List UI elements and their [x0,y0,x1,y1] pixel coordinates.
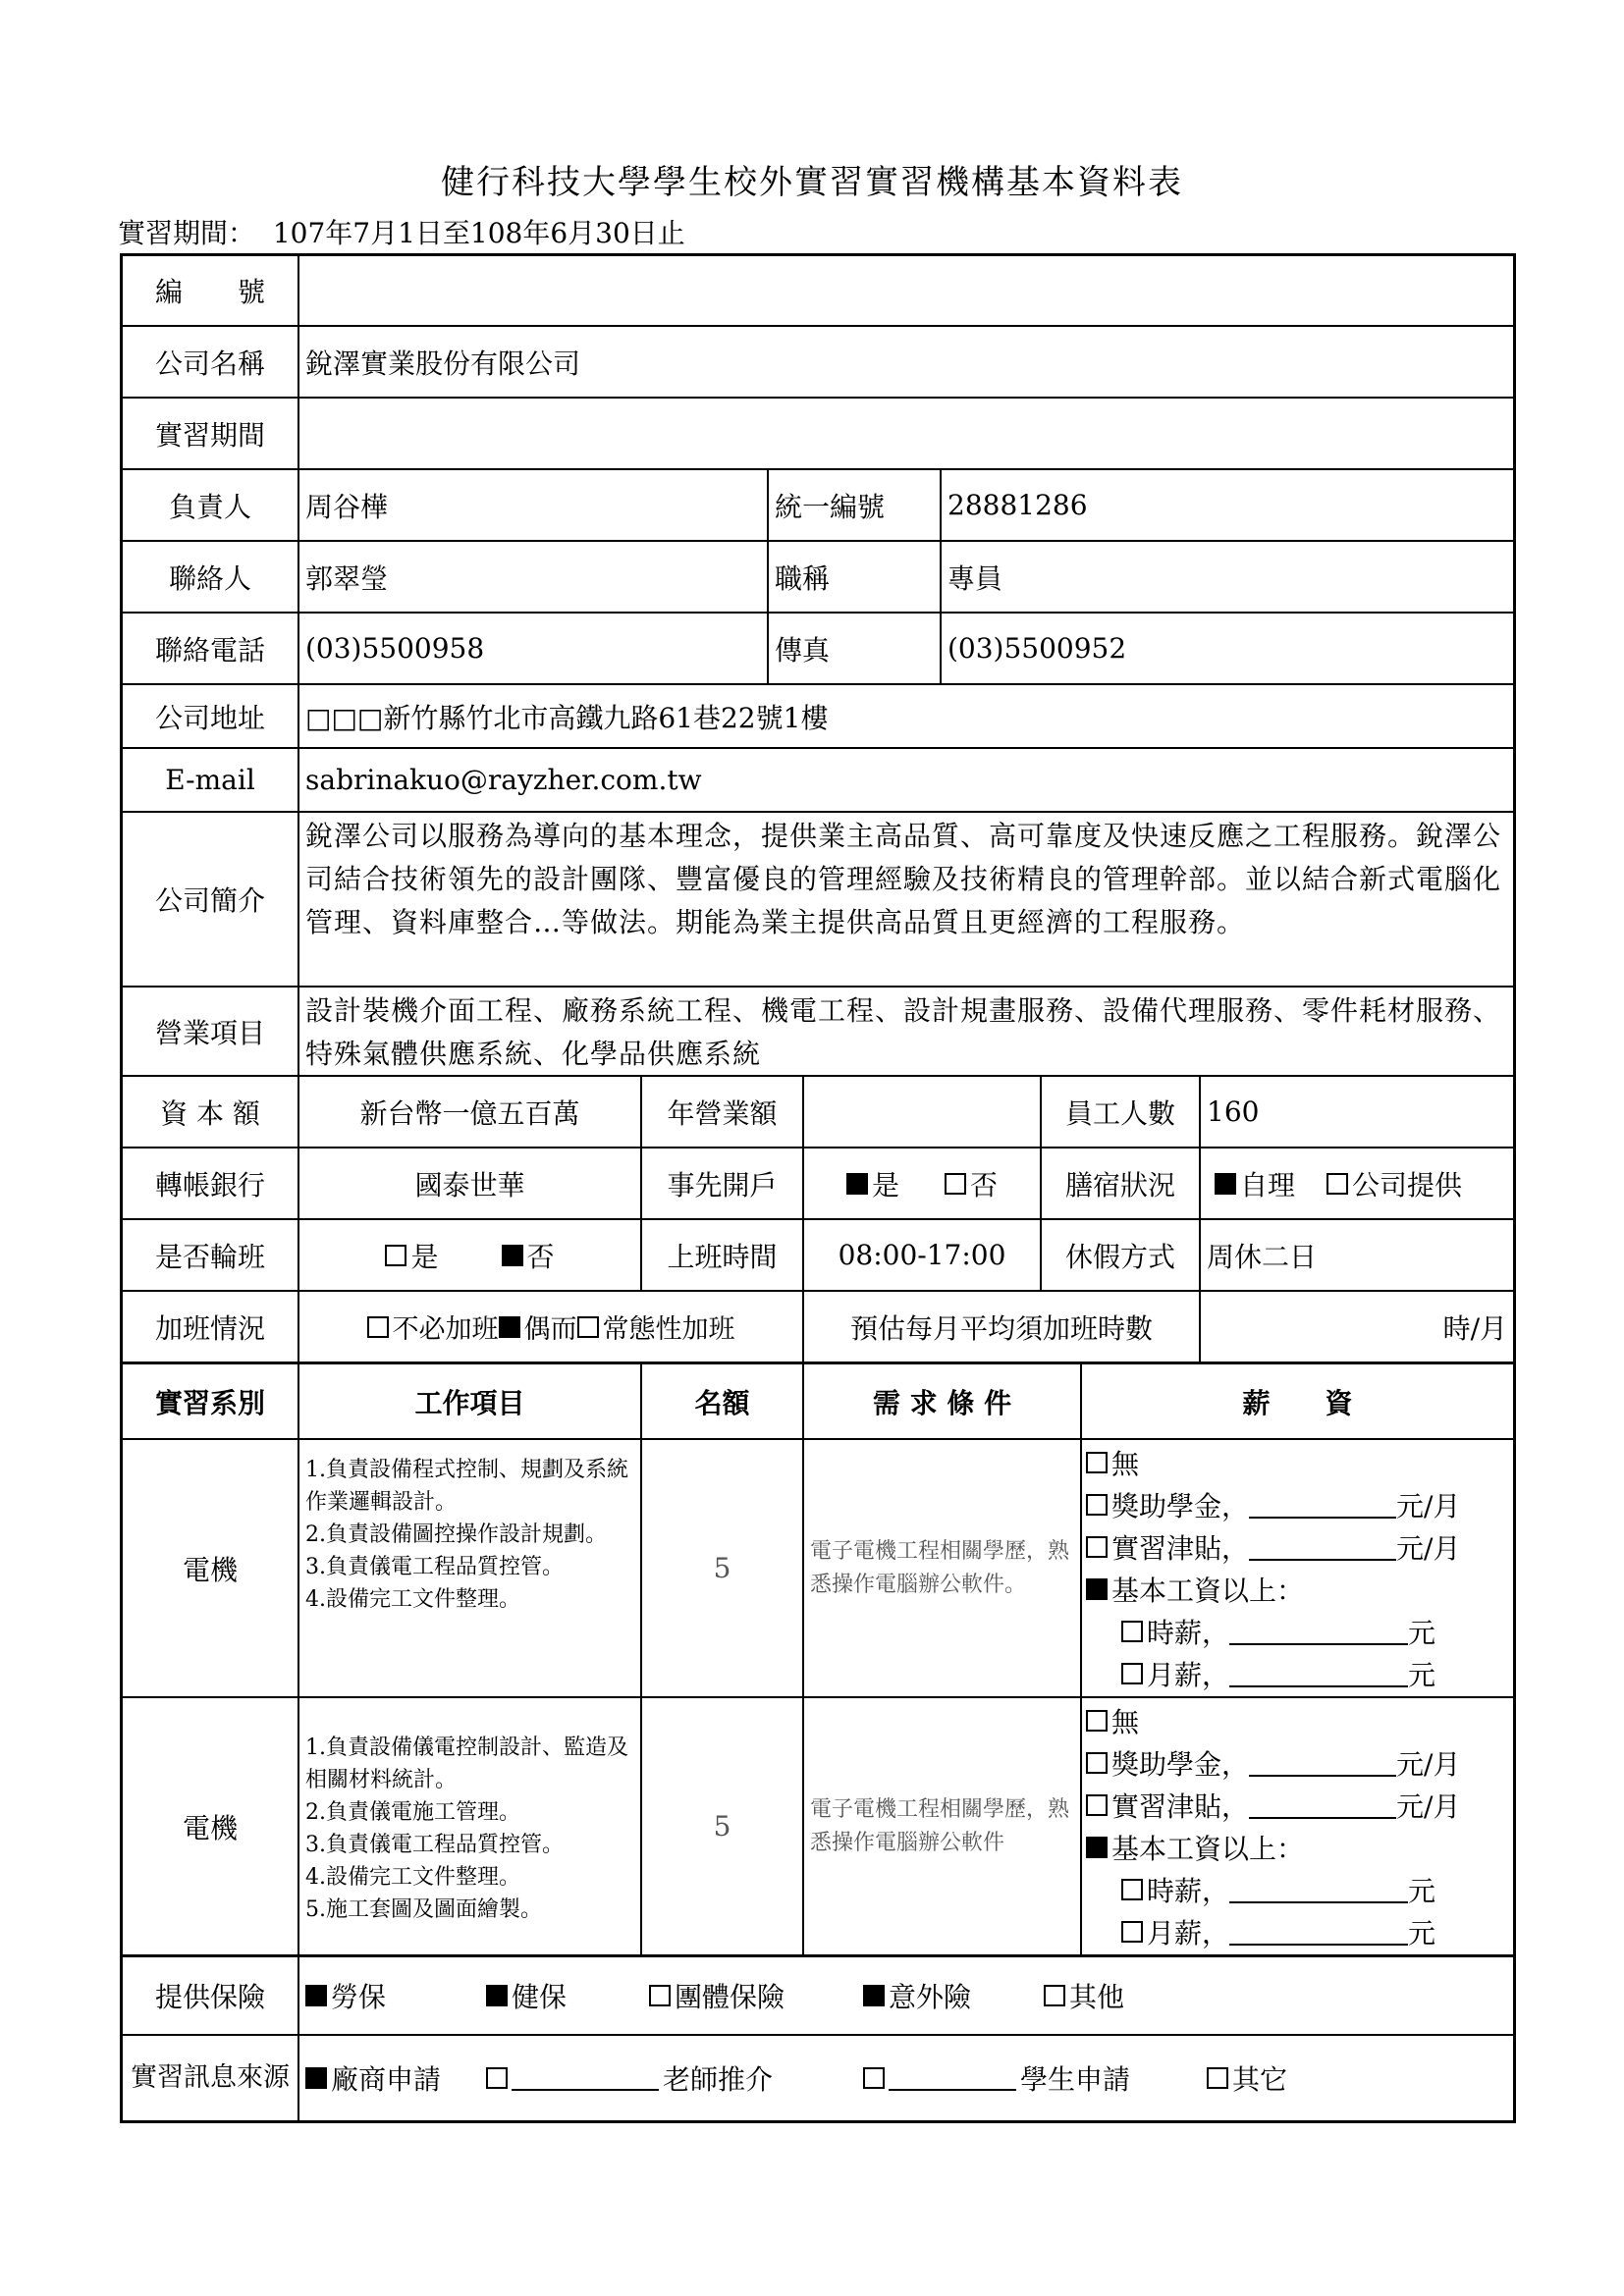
fax-value[interactable]: (03)5500952 [940,614,1513,683]
owner-value[interactable]: 周谷樺 [298,470,767,540]
source-options [298,2036,1513,2120]
company-value[interactable]: 銳澤實業股份有限公司 [298,327,1513,397]
capital-label: 資 本 額 [160,1096,260,1130]
phone-label: 聯絡電話 [154,633,265,667]
period-label: 實習期間： [118,217,256,249]
checkbox-empty-icon [1121,1621,1143,1642]
row-intern-period [123,397,1513,468]
head-quota: 名額 [640,1364,802,1438]
lodging-label: 膳宿狀況 [1040,1148,1199,1218]
shift-options [298,1220,640,1290]
worktime-label: 上班時間 [640,1220,802,1290]
ins-group[interactable]: 團體保險 [649,1976,863,2015]
form-title: 健行科技大學學生校外實習實習機構基本資料表 [441,163,1183,202]
checkbox-empty-icon [1086,1710,1108,1732]
head-salary: 薪 資 [1080,1364,1513,1438]
revenue-label: 年營業額 [640,1077,802,1147]
salary-none[interactable]: 無 [1086,1442,1509,1484]
position-work: 1.負責設備儀電控制設計、監造及相關材料統計。 2.負責儀電施工管理。 3.負責儀電工程品質控管。 4.設備完工文件整理。 5.施工套圖及圖面繪製。 [298,1698,640,1954]
position-row-1 [123,1438,1513,1696]
ins-accident[interactable]: 意外險 [863,1976,1044,2015]
ins-labor[interactable]: 勞保 [305,1976,486,2015]
row-contact [123,540,1513,612]
employees-label: 員工人數 [1040,1077,1199,1147]
salary-scholarship[interactable]: 獎助學金， 元/月 [1086,1742,1509,1785]
address-value[interactable]: □□□新竹縣竹北市高鐵九路61巷22號1樓 [298,685,1513,747]
checkbox-checked-icon [1086,1837,1108,1858]
leave-value[interactable]: 周休二日 [1199,1220,1513,1290]
ot-hours-unit: 時/月 [1442,1311,1507,1345]
src-student[interactable]: 學生申請 [863,2058,1207,2098]
row-phone [123,612,1513,683]
jobtitle-label: 職稱 [767,542,940,612]
checkbox-empty-icon [1207,2067,1228,2089]
position-dept: 電機 [182,1553,238,1586]
row-owner [123,468,1513,540]
ot-sometimes[interactable]: 偶而 [499,1308,577,1346]
bank-value[interactable]: 國泰世華 [298,1148,640,1218]
overtime-options [298,1292,802,1362]
checkbox-checked-icon [863,1985,885,2006]
business-value[interactable]: 設計裝機介面工程、廠務系統工程、機電工程、設計規畫服務、設備代理服務、零件耗材服務、特殊氣體供應系統、化學品供應系統 [298,988,1513,1075]
shift-yes[interactable]: 是 [385,1236,438,1275]
ot-hours-label: 預估每月平均須加班時數 [802,1292,1199,1362]
salary-hourly[interactable]: 時薪， 元 [1086,1869,1509,1911]
fax-label: 傳真 [767,614,940,683]
head-req: 需 求 條 件 [802,1364,1080,1438]
preopen-options [802,1148,1040,1218]
number-label: 編 號 [154,276,265,308]
row-source [123,2034,1513,2120]
src-vendor[interactable]: 廠商申請 [305,2058,486,2098]
jobtitle-value[interactable]: 專員 [940,542,1513,612]
row-business [123,986,1513,1075]
shift-no[interactable]: 否 [502,1236,555,1275]
salary-hourly[interactable]: 時薪， 元 [1086,1611,1509,1653]
email-value[interactable]: sabrinakuo@rayzher.com.tw [298,749,1513,811]
position-req: 電子電機工程相關學歷，熟悉操作電腦辦公軟件。 [802,1440,1080,1696]
checkbox-empty-icon [1044,1985,1065,2006]
row-shift [123,1218,1513,1290]
company-label: 公司名稱 [154,347,265,380]
checkbox-checked-icon [305,1985,327,2006]
checkbox-empty-icon [367,1316,389,1338]
head-dept: 實習系別 [154,1386,265,1419]
lodging-options [1199,1148,1513,1218]
taxid-value[interactable]: 28881286 [940,470,1513,540]
position-salary [1080,1698,1513,1954]
salary-monthly[interactable]: 月薪， 元 [1086,1911,1509,1953]
salary-allowance[interactable]: 實習津貼， 元/月 [1086,1526,1509,1569]
intro-value[interactable]: 銳澤公司以服務為導向的基本理念，提供業主高品質、高可靠度及快速反應之工程服務。銳澤公司結合技術領先的設計團隊、豐富優良的管理經驗及技術精良的管理幹部。並以結合新式電腦化管理、資料庫整合…等做法。期能為業主提供高品質且更經濟的工程服務。 [298,813,1513,986]
position-quota: 5 [640,1440,802,1696]
checkbox-checked-icon [1215,1173,1236,1195]
employees-value[interactable]: 160 [1199,1077,1513,1147]
lodging-company[interactable]: 公司提供 [1326,1164,1462,1203]
checkbox-empty-icon [577,1316,599,1338]
checkbox-empty-icon [1086,1794,1108,1816]
capital-value[interactable]: 新台幣一億五百萬 [298,1077,640,1147]
preopen-label: 事先開戶 [640,1148,802,1218]
worktime-value[interactable]: 08:00-17:00 [802,1220,1040,1290]
taxid-label: 統一編號 [767,470,940,540]
insurance-options [298,1957,1513,2034]
insurance-label: 提供保險 [154,1981,265,2013]
bank-label: 轉帳銀行 [154,1168,265,1201]
salary-monthly[interactable]: 月薪， 元 [1086,1653,1509,1695]
intern-period-label: 實習期間 [154,418,265,452]
src-teacher[interactable]: 老師推介 [486,2058,863,2098]
position-req: 電子電機工程相關學歷，熟悉操作電腦辦公軟件 [802,1698,1080,1954]
ins-other[interactable]: 其他 [1044,1976,1124,2015]
contact-label: 聯絡人 [168,561,251,595]
intro-label: 公司簡介 [154,884,265,917]
source-label: 實習訊息來源 [131,2062,290,2093]
checkbox-checked-icon [499,1316,520,1338]
business-label: 營業項目 [154,1016,265,1049]
ot-hours-value[interactable] [1199,1292,1513,1362]
checkbox-checked-icon [486,1985,508,2006]
salary-scholarship[interactable]: 獎助學金， 元/月 [1086,1484,1509,1526]
checkbox-checked-icon [1086,1578,1108,1600]
position-dept: 電機 [182,1811,238,1844]
checkbox-empty-icon [1086,1452,1108,1473]
info-form [120,253,1516,2123]
owner-label: 負責人 [168,490,251,523]
row-intro [123,811,1513,986]
checkbox-empty-icon [1086,1494,1108,1516]
row-insurance [123,1954,1513,2034]
checkbox-empty-icon [649,1985,671,2006]
row-capital [123,1075,1513,1147]
positions-header [123,1362,1513,1438]
checkbox-empty-icon [486,2067,508,2089]
position-work: 1.負責設備程式控制、規劃及系統作業邏輯設計。 2.負責設備圖控操作設計規劃。 3.負責儀電工程品質控管。 4.設備完工文件整理。 [298,1440,640,1696]
salary-allowance[interactable]: 實習津貼， 元/月 [1086,1785,1509,1827]
phone-value[interactable]: (03)5500958 [298,614,767,683]
ot-none[interactable]: 不必加班 [367,1308,499,1346]
row-number [123,256,1513,325]
checkbox-empty-icon [863,2067,885,2089]
row-bank [123,1147,1513,1218]
checkbox-checked-icon [846,1173,868,1195]
checkbox-checked-icon [502,1245,523,1266]
row-email [123,747,1513,811]
checkbox-empty-icon [1121,1921,1143,1943]
checkbox-empty-icon [945,1173,966,1195]
period-value: 107年7月1日至108年6月30日止 [272,217,685,249]
ot-regular[interactable]: 常態性加班 [577,1308,735,1346]
checkbox-empty-icon [1326,1173,1348,1195]
contact-value[interactable]: 郭翠瑩 [298,542,767,612]
row-overtime [123,1290,1513,1362]
intern-period-value[interactable] [298,399,1513,468]
preopen-yes[interactable]: 是 [846,1164,899,1203]
leave-label: 休假方式 [1040,1220,1199,1290]
salary-basic[interactable]: 基本工資以上： [1086,1827,1509,1869]
checkbox-empty-icon [1086,1752,1108,1774]
checkbox-empty-icon [1086,1536,1108,1558]
row-company [123,325,1513,397]
position-row-2 [123,1696,1513,1954]
checkbox-checked-icon [305,2067,327,2089]
salary-basic[interactable]: 基本工資以上： [1086,1569,1509,1611]
row-address [123,683,1513,747]
checkbox-empty-icon [385,1245,406,1266]
position-quota: 5 [640,1698,802,1954]
salary-none[interactable]: 無 [1086,1700,1509,1742]
shift-label: 是否輪班 [154,1240,265,1273]
checkbox-empty-icon [1121,1663,1143,1684]
period-line [118,212,685,251]
number-value[interactable] [298,256,1513,325]
revenue-value[interactable] [802,1077,1040,1147]
address-label: 公司地址 [154,701,265,734]
head-work: 工作項目 [298,1364,640,1438]
src-other[interactable]: 其它 [1207,2058,1287,2098]
ins-health[interactable]: 健保 [486,1976,649,2015]
overtime-label: 加班情況 [154,1311,265,1345]
checkbox-empty-icon [1121,1879,1143,1900]
email-label: E-mail [165,764,255,796]
position-salary [1080,1440,1513,1696]
preopen-no[interactable]: 否 [945,1164,998,1203]
lodging-self[interactable]: 自理 [1215,1164,1295,1203]
